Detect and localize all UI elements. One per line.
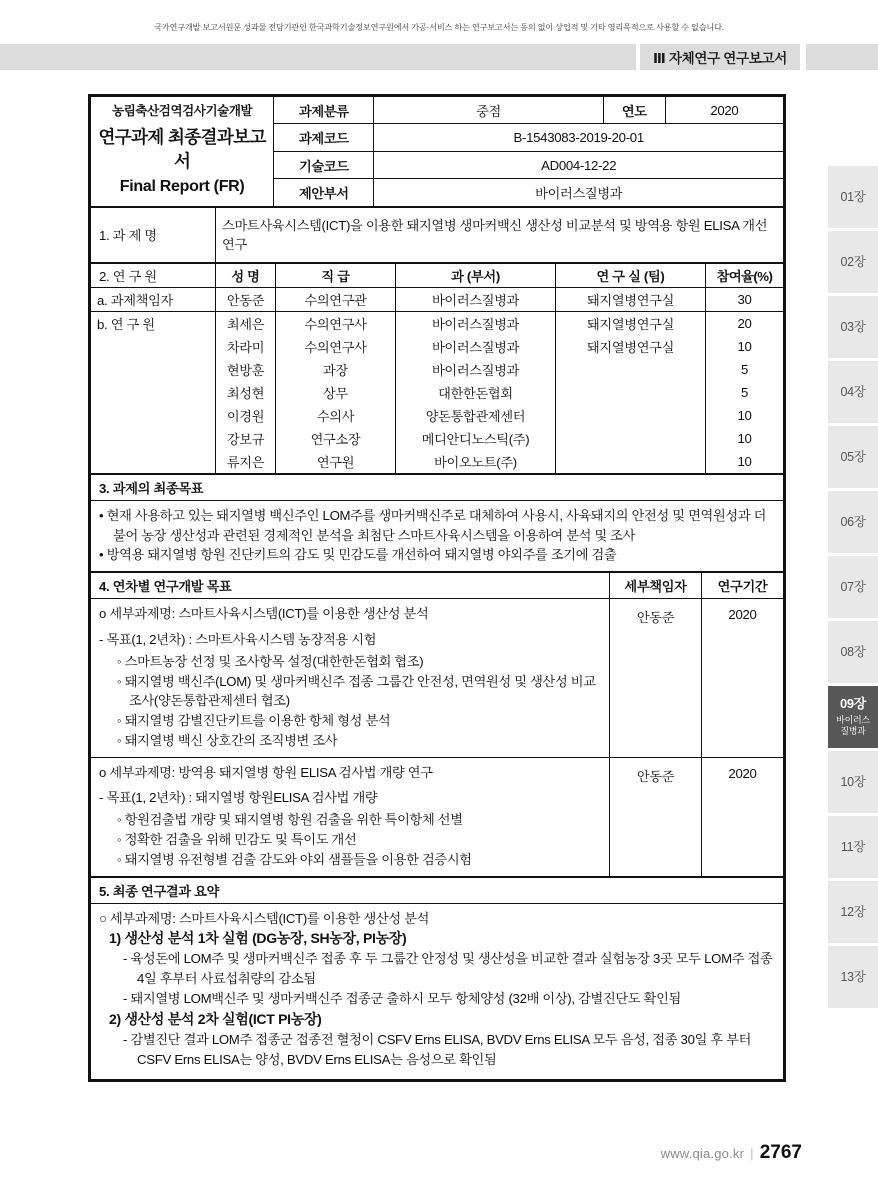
member-department: 대한한돈협회 — [396, 381, 556, 404]
chapter-tab-09-active[interactable] — [828, 686, 878, 748]
col-header-department: 과 (부서) — [396, 263, 556, 287]
subtask-item: ◦ 정확한 검출을 위해 민감도 및 특이도 개선 — [117, 832, 357, 848]
chapter-tab-label: 02장 — [840, 254, 866, 269]
section3-content — [91, 500, 784, 571]
member-row-label-blank — [91, 404, 216, 427]
result-task-title: ○ 세부과제명: 스마트사육시스템(ICT)를 이용한 생산성 분석 — [99, 910, 430, 926]
member-row-label-blank — [91, 358, 216, 381]
value-proposing-dept: 바이러스질병과 — [374, 179, 784, 206]
label-year: 연도 — [603, 97, 665, 124]
member-lab — [556, 427, 706, 450]
page-footer — [0, 1142, 802, 1164]
member-position: 상무 — [276, 381, 396, 404]
table-row — [91, 311, 784, 335]
chapter-tab-06[interactable] — [828, 491, 878, 553]
chapter-tab-label: 07장 — [840, 579, 866, 594]
table-row — [91, 381, 784, 404]
table-row — [91, 287, 784, 311]
chapter-tab-label: 10장 — [840, 774, 866, 789]
col-header-lab: 연 구 실 (팀) — [556, 263, 706, 287]
member-department: 바이러스질병과 — [396, 335, 556, 358]
member-name: 현방훈 — [216, 358, 276, 381]
section1-project-name-table — [90, 207, 784, 263]
leader-position: 수의연구관 — [276, 287, 396, 311]
chapter-tab-label: 09장 — [839, 696, 867, 712]
member-rate: 10 — [706, 427, 784, 450]
copyright-disclaimer: 국가연구개발 보고서원문 성과물 전담기관인 한국과학기술정보연구원에서 가공·서비스 하는 연구보고서는 동의 없이 상업적 및 기타 영리목적으로 사용할 수 없습니다. — [154, 23, 724, 32]
chapter-tab-08[interactable] — [828, 621, 878, 683]
member-rate: 10 — [706, 450, 784, 474]
chapter-tab-label: 03장 — [840, 319, 866, 334]
member-department: 바이오노트(주) — [396, 450, 556, 474]
col-header-manager: 세부책임자 — [610, 573, 702, 599]
header-band-right — [806, 44, 878, 70]
value-tech-code: AD004-12-22 — [374, 151, 784, 178]
subtask-item: ◦ 돼지열병 감별진단키트를 이용한 항체 형성 분석 — [117, 713, 391, 729]
member-rate: 10 — [706, 335, 784, 358]
chapter-tab-10[interactable] — [828, 751, 878, 813]
member-lab: 돼지열병연구실 — [556, 311, 706, 335]
member-position: 연구소장 — [276, 427, 396, 450]
report-title-cell — [91, 97, 274, 207]
chapter-tab-list[interactable] — [828, 166, 878, 1011]
chapter-tab-label: 13장 — [840, 969, 866, 984]
subtask-item: ◦ 돼지열병 유전형별 검출 감도와 야외 샘플들을 이용한 검증시험 — [117, 851, 472, 867]
leader-lab: 돼지열병연구실 — [556, 287, 706, 311]
section2-researcher-table — [90, 263, 784, 474]
member-lab: 돼지열병연구실 — [556, 335, 706, 358]
member-name: 류지은 — [216, 450, 276, 474]
subtask-item: ◦ 스마트농장 선정 및 조사항목 설정(대한한돈협회 협조) — [117, 653, 424, 669]
section3-objectives-table — [90, 474, 784, 572]
chapter-tab-label: 01장 — [840, 189, 866, 204]
chapter-tab-07[interactable] — [828, 556, 878, 618]
chapter-tab-label: 04장 — [840, 384, 866, 399]
chapter-tab-01[interactable] — [828, 166, 878, 228]
member-position: 수의사 — [276, 404, 396, 427]
header-section-title: Ⅲ 자체연구 연구보고서 — [640, 44, 800, 70]
table-row — [91, 358, 784, 381]
label-proposing-dept: 제안부서 — [274, 179, 374, 206]
member-lab — [556, 358, 706, 381]
member-row-label-blank — [91, 450, 216, 474]
footer-site-url: www.qia.go.kr — [660, 1146, 745, 1161]
member-department: 양돈통합관제센터 — [396, 404, 556, 427]
chapter-tab-12[interactable] — [828, 881, 878, 943]
experiment-result: - 돼지열병 LOM백신주 및 생마커백신주 접종군 출하시 모두 항체양성 (32배 이상), 감별진단도 확인됨 — [123, 991, 681, 1007]
subtask-goal: - 목표(1, 2년차) : 돼지열병 항원ELISA 검사법 개량 — [99, 790, 378, 806]
section4-label: 4. 연차별 연구개발 목표 — [91, 573, 610, 599]
section3-label: 3. 과제의 최종목표 — [91, 474, 784, 500]
section1-label: 1. 과 제 명 — [91, 207, 216, 262]
member-position: 연구원 — [276, 450, 396, 474]
subtask-2-content — [91, 757, 610, 876]
chapter-tab-11[interactable] — [828, 816, 878, 878]
member-lab — [556, 450, 706, 474]
member-lab — [556, 404, 706, 427]
subtask-1-period: 2020 — [702, 599, 784, 758]
subtask-2-period: 2020 — [702, 757, 784, 876]
member-row-label-blank — [91, 427, 216, 450]
member-rate: 10 — [706, 404, 784, 427]
member-row-label-blank — [91, 381, 216, 404]
subtask-title: o 세부과제명: 스마트사육시스템(ICT)를 이용한 생산성 분석 — [99, 606, 429, 622]
objective-bullet: • 현재 사용하고 있는 돼지열병 백신주인 LOM주를 생마커백신주로 대체하여 사용시, 사육돼지의 안전성 및 면역원성과 더불어 농장 생산성과 관련된 경제적인 분석을 최첨단 스마트사육시스템을 이용하여 분석 및 조사 — [99, 506, 775, 546]
report-title-ko: 연구과제 최종결과보고서 — [98, 126, 266, 171]
report-title-table — [90, 96, 784, 207]
subtask-title: o 세부과제명: 방역용 돼지열병 항원 ELISA 검사법 개량 연구 — [99, 764, 433, 780]
table-row — [91, 427, 784, 450]
member-position: 과장 — [276, 358, 396, 381]
experiment-result: - 육성돈에 LOM주 및 생마커백신주 접종 후 두 그룹간 안정성 및 생산성을 비교한 결과 실험농장 3곳 모두 LOM주 접종 4일 후부터 사료섭취량의 감소됨 — [123, 951, 773, 987]
experiment-result: - 감별진단 결과 LOM주 접종군 접종전 혈청이 CSFV Erns ELISA, BVDV Erns ELISA 모두 음성, 접종 30일 후 부터 CSFV Erns ELISA는 양성, BVDV Erns ELISA는 음성으로 확인됨 — [123, 1031, 752, 1067]
report-document — [88, 94, 786, 1082]
table-row — [91, 450, 784, 474]
footer-separator: | — [750, 1146, 754, 1161]
leader-name: 안동준 — [216, 287, 276, 311]
table-row — [91, 599, 784, 758]
section5-results-table — [90, 877, 784, 1081]
chapter-tab-05[interactable] — [828, 426, 878, 488]
footer-page-number: 2767 — [759, 1142, 802, 1163]
value-project-code: B-1543083-2019-20-01 — [374, 124, 784, 151]
member-rate: 5 — [706, 381, 784, 404]
member-name: 이경원 — [216, 404, 276, 427]
member-name: 강보규 — [216, 427, 276, 450]
experiment-heading: 1) 생산성 분석 1차 실험 (DG농장, SH농장, PI농장) — [109, 930, 407, 947]
table-row — [91, 757, 784, 876]
member-department: 메디안디노스틱(주) — [396, 427, 556, 450]
chapter-tab-label: 06장 — [840, 514, 866, 529]
program-name: 농림축산검역검사기술개발 — [112, 104, 253, 118]
label-project-code: 과제코드 — [274, 124, 374, 151]
leader-department: 바이러스질병과 — [396, 287, 556, 311]
col-header-position: 직 급 — [276, 263, 396, 287]
member-lab — [556, 381, 706, 404]
report-title-en: Final Report (FR) — [119, 178, 245, 196]
section5-label: 5. 최종 연구결과 요약 — [91, 877, 784, 903]
subtask-1-manager: 안동준 — [610, 599, 702, 758]
leader-row-label: a. 과제책임자 — [91, 287, 216, 311]
member-name: 최성현 — [216, 381, 276, 404]
subtask-2-manager: 안동준 — [610, 757, 702, 876]
chapter-tab-03[interactable] — [828, 296, 878, 358]
label-tech-code: 기술코드 — [274, 151, 374, 178]
section2-label: 2. 연 구 원 — [91, 263, 216, 287]
chapter-tab-label: 05장 — [840, 449, 866, 464]
value-year: 2020 — [665, 97, 783, 124]
table-row — [91, 404, 784, 427]
table-row — [91, 335, 784, 358]
section4-annual-goals-table — [90, 572, 784, 877]
page-header-band — [0, 44, 878, 70]
member-row-label: b. 연 구 원 — [91, 311, 216, 335]
experiment-heading: 2) 생산성 분석 2차 실험(ICT PI농장) — [109, 1010, 322, 1027]
chapter-tab-02[interactable] — [828, 231, 878, 293]
leader-rate: 30 — [706, 287, 784, 311]
member-department: 바이러스질병과 — [396, 358, 556, 381]
chapter-tab-sublabel: 바이러스 질병과 — [836, 715, 870, 737]
col-header-rate: 참여율(%) — [706, 263, 784, 287]
header-band-left — [0, 44, 636, 70]
member-position: 수의연구사 — [276, 335, 396, 358]
member-department: 바이러스질병과 — [396, 311, 556, 335]
section5-content — [91, 903, 784, 1080]
member-position: 수의연구사 — [276, 311, 396, 335]
member-rate: 20 — [706, 311, 784, 335]
chapter-tab-04[interactable] — [828, 361, 878, 423]
chapter-tab-label: 11장 — [840, 839, 866, 854]
member-name: 차라미 — [216, 335, 276, 358]
chapter-tab-label: 08장 — [840, 644, 866, 659]
col-header-period: 연구기간 — [702, 573, 784, 599]
subtask-goal: - 목표(1, 2년차) : 스마트사육시스템 농장적용 시험 — [99, 631, 377, 647]
subtask-item: ◦ 돼지열병 백신주(LOM) 및 생마커백신주 접종 그룹간 안전성, 면역원성 및 생산성 비교조사(양돈통합관제센터 협조) — [117, 673, 596, 709]
member-row-label-blank — [91, 335, 216, 358]
subtask-1-content — [91, 599, 610, 758]
objective-bullet: • 방역용 돼지열병 항원 진단키트의 감도 및 민감도를 개선하여 돼지열병 야외주를 조기에 검출 — [99, 545, 775, 565]
value-category: 중점 — [374, 97, 603, 124]
chapter-tab-label: 12장 — [840, 904, 866, 919]
member-rate: 5 — [706, 358, 784, 381]
col-header-name: 성 명 — [216, 263, 276, 287]
section1-value: 스마트사육시스템(ICT)을 이용한 돼지열병 생마커백신 생산성 비교분석 및 방역용 항원 ELISA 개선 연구 — [216, 207, 784, 262]
label-category: 과제분류 — [274, 97, 374, 124]
chapter-tab-13[interactable] — [828, 946, 878, 1008]
member-name: 최세은 — [216, 311, 276, 335]
subtask-item: ◦ 돼지열병 백신 상호간의 조직병변 조사 — [117, 732, 338, 748]
subtask-item: ◦ 항원검출법 개량 및 돼지열병 항원 검출을 위한 특이항체 선별 — [117, 812, 463, 828]
